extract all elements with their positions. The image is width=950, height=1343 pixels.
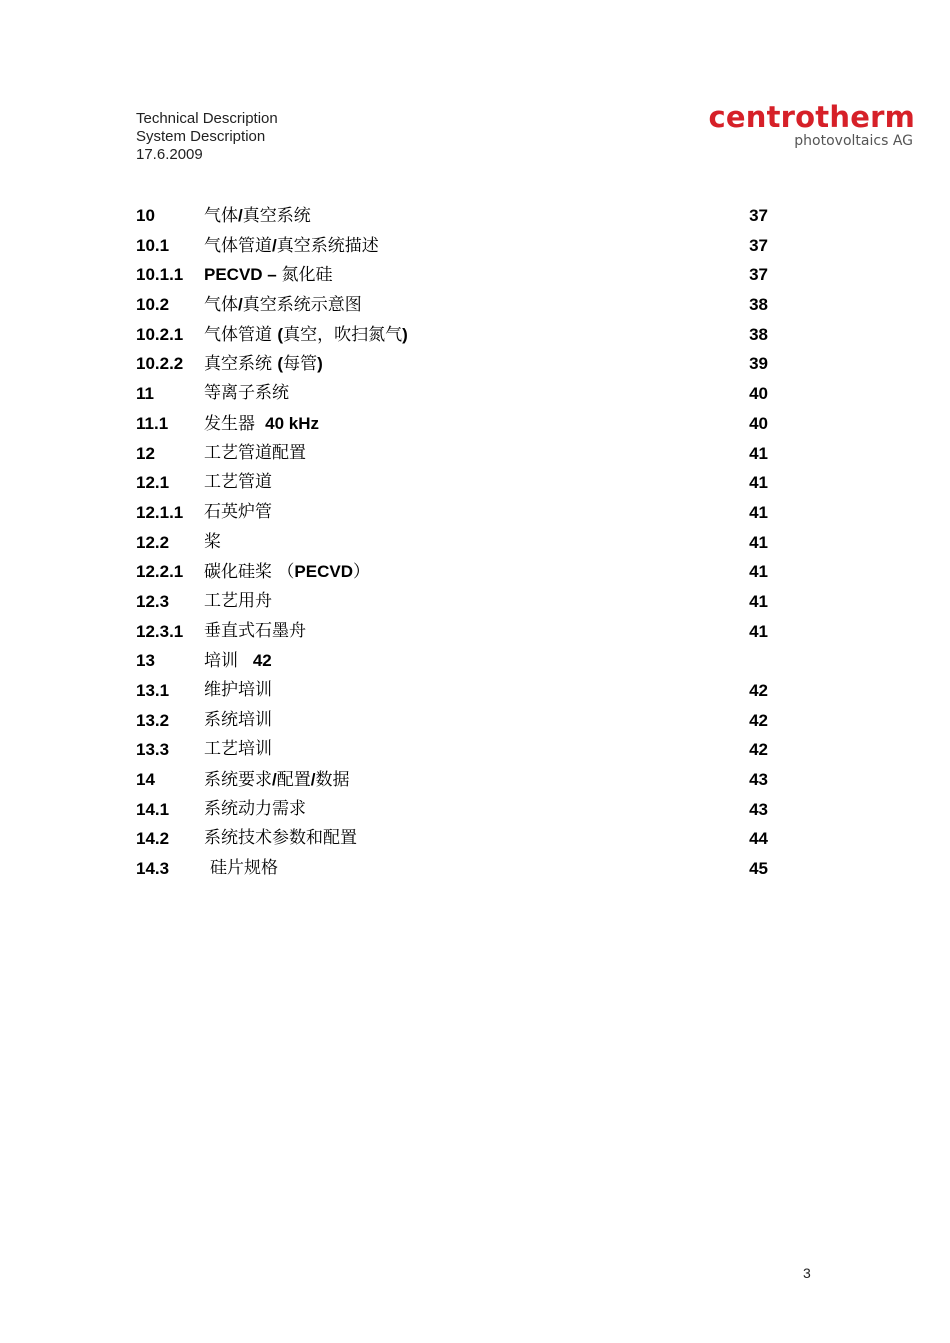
- toc-entry[interactable]: [136, 290, 776, 320]
- toc-section-number: 14: [136, 770, 155, 790]
- toc-section-number: 11.1: [136, 413, 169, 433]
- toc-section-title: [204, 439, 306, 469]
- toc-title-part: 气体: [204, 295, 238, 316]
- toc-title-part: 真空，吹扫氮气: [283, 324, 403, 345]
- toc-entry[interactable]: [136, 735, 776, 765]
- toc-title-part: 每管: [283, 354, 318, 375]
- toc-title-part: 真空系统: [204, 354, 278, 375]
- header-doc-subtitle: System Description: [136, 128, 266, 145]
- toc-title-part: PECVD –: [204, 265, 282, 285]
- header-doc-type: Technical Description: [136, 110, 278, 127]
- toc-entry[interactable]: [136, 409, 776, 439]
- toc-page-number: 41: [749, 562, 768, 582]
- toc-section-title: [204, 320, 408, 351]
- toc-page-number: 41: [749, 502, 768, 522]
- toc-entry[interactable]: [136, 854, 776, 884]
- toc-section-title: [204, 231, 379, 262]
- toc-section-title: [204, 795, 306, 825]
- toc-section-title: [204, 349, 323, 380]
- toc-title-part: 工艺管道配置: [204, 442, 306, 463]
- page-number: 3: [803, 1265, 811, 1281]
- toc-section-number: 13.2: [136, 710, 170, 730]
- toc-entry[interactable]: [136, 557, 776, 587]
- toc-section-number: 12.1.1: [136, 502, 184, 522]
- toc-section-title: [204, 528, 221, 558]
- toc-title-part: ): [317, 354, 323, 374]
- toc-title-part: 维护培训: [204, 680, 272, 700]
- table-of-contents: [136, 201, 776, 884]
- toc-entry[interactable]: [136, 349, 776, 379]
- toc-title-part: 硅片规格: [210, 858, 278, 879]
- toc-entry[interactable]: [136, 795, 776, 825]
- toc-title-part: 发生器: [204, 413, 261, 434]
- toc-title-part: 气体管道: [204, 235, 272, 256]
- toc-title-part: 培训: [204, 651, 244, 672]
- toc-title-part: 数据: [315, 770, 350, 791]
- toc-entry[interactable]: [136, 201, 776, 231]
- toc-page-number: 41: [749, 443, 768, 463]
- toc-section-title: [204, 676, 272, 706]
- toc-title-part: 碳化硅桨 （: [204, 562, 295, 583]
- toc-entry[interactable]: [136, 824, 776, 854]
- toc-section-title: [204, 260, 332, 291]
- toc-page-number: 43: [749, 799, 768, 819]
- toc-page-number: 43: [749, 770, 768, 790]
- toc-section-number: 13: [136, 651, 155, 671]
- toc-page-number: 39: [749, 354, 768, 374]
- toc-section-number: 10: [136, 206, 155, 225]
- toc-title-part: 系统技术参数和配置: [204, 828, 357, 849]
- toc-entry[interactable]: [136, 379, 776, 409]
- toc-page-number: 45: [749, 859, 768, 879]
- toc-section-number: 12.3.1: [136, 621, 184, 641]
- toc-title-part: (: [277, 354, 284, 374]
- toc-page-number: 37: [749, 235, 768, 255]
- toc-page-number: 44: [749, 829, 768, 849]
- toc-page-number: 42: [749, 681, 768, 700]
- toc-title-part: 工艺用舟: [204, 590, 272, 611]
- toc-title-part: /: [238, 206, 243, 225]
- toc-entry[interactable]: [136, 706, 776, 736]
- toc-entry[interactable]: [136, 260, 776, 290]
- toc-section-number: 10.1.1: [136, 265, 184, 285]
- toc-section-number: 14.3: [136, 859, 170, 879]
- toc-title-part: /: [272, 235, 277, 255]
- toc-title-part: 系统培训: [204, 709, 272, 730]
- toc-title-part: /: [310, 770, 316, 790]
- toc-page-number: 41: [749, 532, 768, 552]
- logo-wordmark: centrotherm: [708, 100, 915, 134]
- toc-title-part: 工艺培训: [204, 739, 272, 760]
- toc-title-part: 工艺管道: [204, 472, 272, 493]
- toc-title-part: /: [238, 295, 243, 315]
- header-date: 17.6.2009: [136, 146, 203, 163]
- toc-entry[interactable]: [136, 587, 776, 617]
- toc-title-part: 气体: [204, 206, 238, 226]
- toc-title-part: 42: [243, 651, 272, 671]
- toc-page-number: 42: [749, 740, 768, 760]
- toc-page-number: 41: [749, 621, 768, 641]
- toc-section-title: [204, 409, 319, 440]
- toc-section-number: 10.2.2: [136, 354, 184, 374]
- toc-page-number: 40: [749, 413, 768, 433]
- toc-section-title: [210, 854, 278, 884]
- toc-entry[interactable]: [136, 528, 776, 558]
- toc-entry[interactable]: [136, 676, 776, 706]
- toc-section-number: 12.3: [136, 591, 170, 611]
- toc-section-number: 12: [136, 443, 155, 463]
- toc-title-part: /: [272, 770, 277, 790]
- toc-title-part: ）: [352, 562, 370, 583]
- toc-title-part: 桨: [204, 531, 221, 552]
- toc-section-number: 11: [136, 384, 154, 404]
- toc-page-number: 38: [749, 324, 768, 344]
- toc-section-number: 12.2: [136, 532, 170, 552]
- toc-section-number: 12.1: [136, 473, 170, 493]
- toc-section-title: [204, 706, 272, 736]
- toc-page-number: 41: [749, 473, 768, 493]
- toc-section-number: 12.2.1: [136, 562, 184, 582]
- toc-page-number: 42: [749, 710, 768, 730]
- toc-title-part: ): [402, 324, 408, 344]
- toc-title-part: 40 kHz: [260, 413, 319, 433]
- toc-page-number: 37: [749, 265, 768, 285]
- company-logo: [680, 100, 915, 149]
- logo-tagline: photovoltaics AG: [794, 133, 913, 149]
- toc-title-part: 真空系统: [242, 206, 311, 226]
- toc-title-part: 垂直式石墨舟: [204, 620, 306, 641]
- toc-page-number: 41: [749, 591, 768, 611]
- toc-title-part: 系统要求: [204, 770, 272, 791]
- toc-section-title: [204, 201, 311, 232]
- toc-title-part: (: [277, 324, 284, 344]
- toc-entry[interactable]: [136, 468, 776, 498]
- toc-section-title: [204, 735, 272, 765]
- toc-entry[interactable]: [136, 617, 776, 647]
- toc-section-title: [204, 617, 306, 647]
- toc-section-title: [204, 498, 272, 528]
- toc-title-part: 等离子系统: [204, 383, 289, 404]
- toc-title-part: 系统动力需求: [204, 798, 306, 819]
- toc-section-title: [204, 824, 357, 854]
- toc-title-part: 真空系统示意图: [242, 295, 362, 316]
- toc-section-number: 14.1: [136, 799, 170, 819]
- toc-section-title: [204, 587, 272, 617]
- toc-section-number: 10.2: [136, 295, 170, 315]
- toc-section-title: [204, 379, 289, 409]
- toc-title-part: PECVD: [294, 562, 353, 582]
- document-header: [136, 110, 278, 164]
- toc-section-number: 10.1: [136, 235, 170, 255]
- toc-section-number: 13.3: [136, 740, 170, 760]
- toc-section-number: 10.2.1: [136, 324, 184, 344]
- toc-entry[interactable]: [136, 231, 776, 261]
- toc-section-title: [204, 557, 370, 588]
- toc-title-part: 配置: [276, 770, 311, 791]
- toc-entry[interactable]: [136, 498, 776, 528]
- toc-title-part: 氮化硅: [281, 265, 333, 286]
- toc-section-number: 13.1: [136, 681, 170, 700]
- toc-title-part: 真空系统描述: [276, 235, 379, 256]
- toc-section-title: [204, 765, 349, 796]
- toc-page-number: 37: [749, 206, 768, 225]
- toc-section-title: [204, 646, 272, 677]
- toc-section-title: [204, 468, 272, 498]
- toc-section-number: 14.2: [136, 829, 170, 849]
- toc-entry[interactable]: [136, 439, 776, 469]
- toc-entry[interactable]: [136, 646, 776, 676]
- toc-title-part: 气体管道: [204, 324, 278, 345]
- toc-page-number: 40: [749, 384, 768, 404]
- toc-title-part: 石英炉管: [204, 501, 272, 522]
- toc-section-title: [204, 290, 362, 321]
- toc-entry[interactable]: [136, 320, 776, 350]
- toc-entry[interactable]: [136, 765, 776, 795]
- toc-page-number: 38: [749, 295, 768, 315]
